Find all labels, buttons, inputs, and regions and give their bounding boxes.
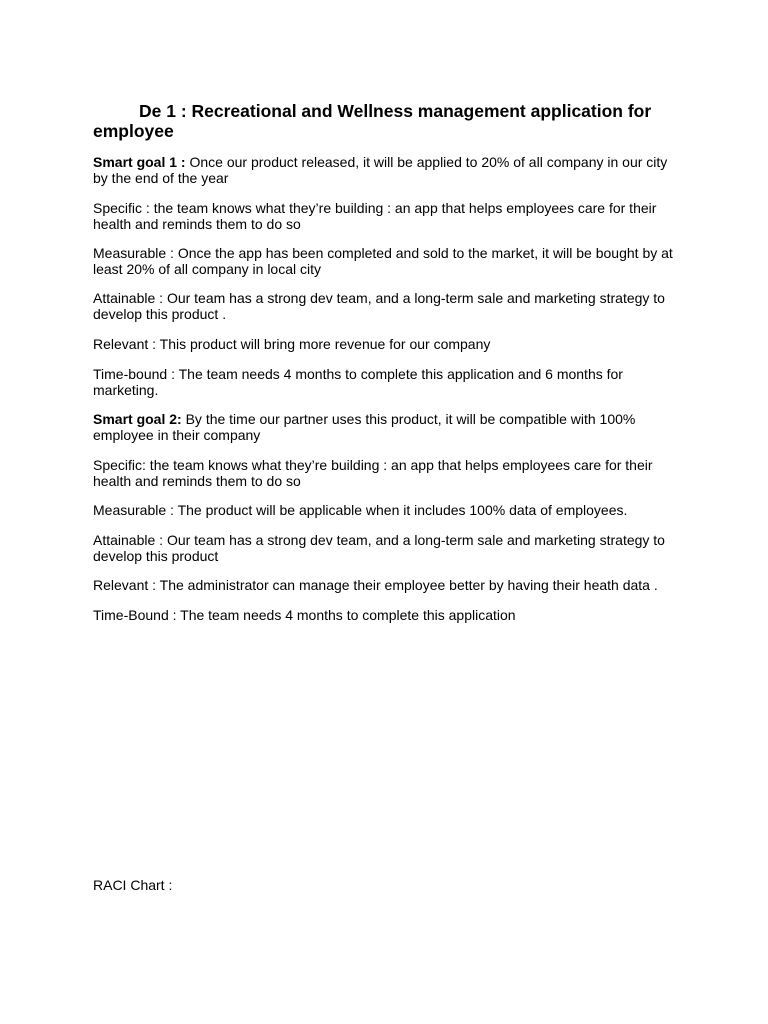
goal-2-relevant: Relevant : The administrator can manage their employee better by having their heath data .	[93, 577, 658, 593]
smart-goal-1-text: Once our product released, it will be applied to 20% of all company in our city by the end of the year	[93, 154, 668, 186]
goal-2-attainable: Attainable : Our team has a strong dev team, and a long-term sale and marketing strategy to develop this product	[93, 532, 665, 564]
smart-goal-2-text: By the time our partner uses this product, it will be compatible with 100% employee in their company	[93, 411, 636, 443]
smart-goal-1	[93, 155, 683, 186]
smart-goal-2	[93, 412, 683, 443]
goal-2-specific: Specific: the team knows what they’re building : an app that helps employees care for their health and reminds them to do so	[93, 457, 653, 489]
raci-chart-label: RACI Chart :	[93, 877, 173, 893]
goal-1-attainable: Attainable : Our team has a strong dev team, and a long-term sale and marketing strategy to develop this product .	[93, 290, 665, 322]
smart-goal-2-label: Smart goal 2:	[93, 411, 182, 427]
goal-1-specific: Specific : the team knows what they’re building : an app that helps employees care for their health and reminds them to do so	[93, 200, 657, 232]
goal-2-time-bound: Time-Bound : The team needs 4 months to complete this application	[93, 607, 516, 623]
goal-1-time-bound: Time-bound : The team needs 4 months to complete this application and 6 months for marketing.	[93, 366, 623, 398]
goal-1-relevant: Relevant : This product will bring more revenue for our company	[93, 336, 491, 352]
goal-2-measurable: Measurable : The product will be applicable when it includes 100% data of employees.	[93, 502, 628, 518]
document-title: De 1 : Recreational and Wellness management application for employee	[93, 101, 652, 141]
goal-1-measurable: Measurable : Once the app has been completed and sold to the market, it will be bought by at least 20% of all company in local city	[93, 245, 673, 277]
smart-goal-1-label: Smart goal 1 :	[93, 154, 186, 170]
